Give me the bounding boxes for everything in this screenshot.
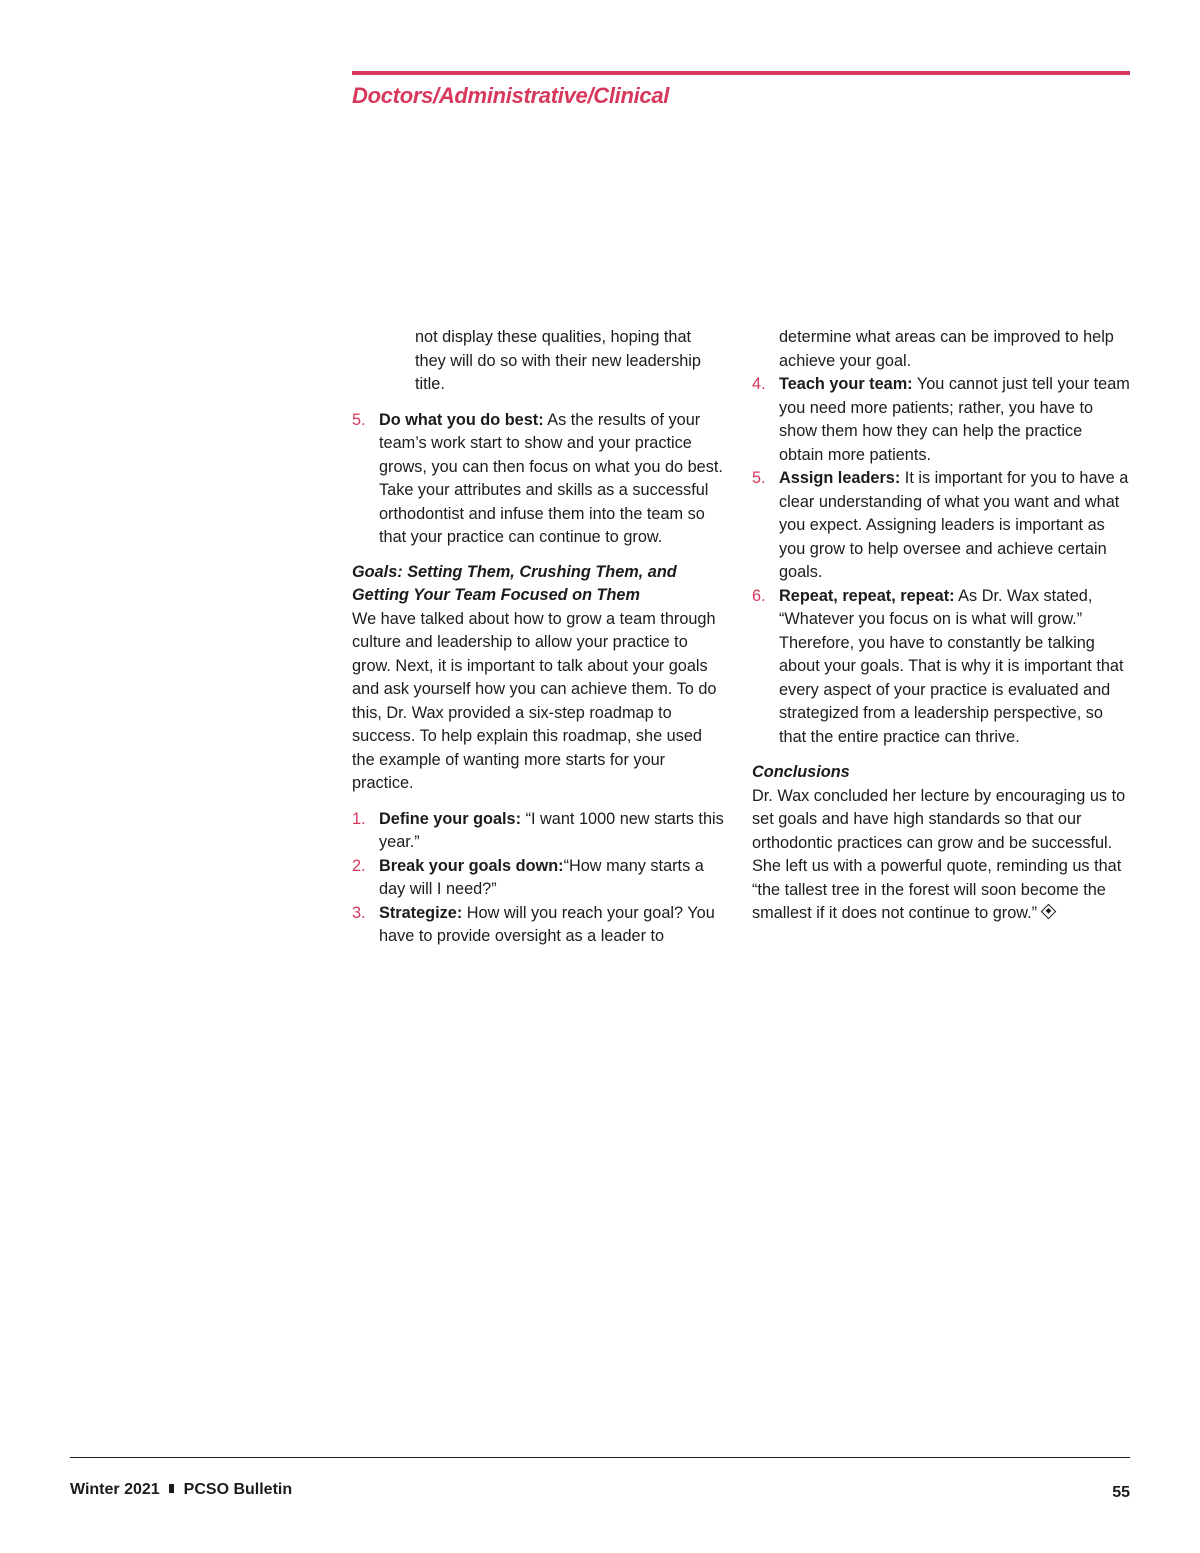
list-item [352, 409, 724, 550]
best-list [352, 409, 724, 550]
continued-paragraph: determine what areas can be improved to help achieve your goal. [779, 328, 1114, 370]
list-item-label: Do what you do best: [379, 410, 544, 429]
subheading: Goals: Setting Them, Crushing Them, and Getting Your Team Focused on Them [352, 562, 677, 604]
steps-list [352, 808, 724, 949]
list-item-label: Repeat, repeat, repeat: [779, 586, 955, 605]
list-item-text: How will you reach your goal? You have to provide oversight as a leader to [379, 903, 715, 945]
list-item-text: It is important for you to have a clear understanding of what you want and what you expect. Assigning leaders is important as you grow to help oversee and achieve certain goals. [779, 469, 1129, 581]
footer-publication: PCSO Bulletin [183, 1481, 293, 1498]
list-item [352, 855, 724, 902]
subheading: Conclusions [752, 763, 850, 781]
list-item-text: You cannot just tell your team you need more patients; rather, you have to show them how they can help the practice obtain more patients. [779, 375, 1130, 464]
list-item-label: Strategize: [379, 903, 463, 922]
list-item [752, 373, 1130, 467]
header-rule [352, 71, 1130, 75]
list-item-text: As the results of your team’s work start to show and your practice grows, you can then focus on what you do best. Take your attributes and skills as a successful orthodontist and infuse them into the team so that your practice can continue to grow. [379, 410, 723, 546]
right-column [752, 326, 1130, 926]
list-number: 3. [352, 903, 366, 922]
list-item-text: As Dr. Wax stated, “Whatever you focus on is what will grow.” Therefore, you have to constantly be talking about your goals. That is why it is important that every aspect of your practice is evaluated and strategized from a leadership perspective, so that the entire practice can thrive. [779, 586, 1124, 746]
footer-issue [70, 1481, 292, 1499]
list-item [752, 585, 1130, 750]
list-item [352, 902, 724, 949]
left-column [352, 326, 724, 949]
list-number: 5. [752, 469, 766, 487]
list-item-text: “I want 1000 new starts this year.” [379, 809, 724, 851]
list-item [352, 808, 724, 855]
list-number: 1. [352, 809, 366, 828]
list-number: 4. [752, 375, 766, 393]
body-paragraph: We have talked about how to grow a team through culture and leadership to allow your practice to grow. Next, it is important to talk about your goals and ask yourself how you can achieve them. To do this, Dr. Wax provided a six-step roadmap to success. To help explain this roadmap, she used the example of wanting more starts for your practice. [352, 609, 717, 792]
list-item-label: Teach your team: [779, 375, 913, 393]
section-heading: Doctors/Administrative/Clinical [352, 83, 670, 108]
list-item-label: Assign leaders: [779, 469, 901, 487]
page-number: 55 [1112, 1484, 1130, 1501]
list-item-label: Break your goals down: [379, 856, 564, 875]
footer-rule [70, 1457, 1130, 1458]
list-item-label: Define your goals: [379, 809, 522, 828]
list-number: 6. [752, 586, 766, 605]
steps-list-continued [752, 373, 1130, 749]
conclusion-text: Dr. Wax concluded her lecture by encouraging us to set goals and have high standards so that our orthodontic practices can grow and be successful. She left us with a powerful quote, reminding us that “the tallest tree in the forest will soon become the smallest if it does not continue to grow.” [752, 786, 1126, 922]
list-number: 5. [352, 410, 366, 429]
footer-issue-date: Winter 2021 [70, 1481, 160, 1498]
list-number: 2. [352, 856, 366, 875]
list-item-text: “How many starts a day will I need?” [379, 856, 704, 898]
continued-paragraph: not display these qualities, hoping that they will do so with their new leadership title. [415, 328, 701, 393]
diamond-end-mark-icon [1041, 904, 1057, 920]
square-separator-icon [169, 1484, 174, 1493]
list-item [752, 467, 1130, 585]
body-paragraph [752, 785, 1130, 926]
